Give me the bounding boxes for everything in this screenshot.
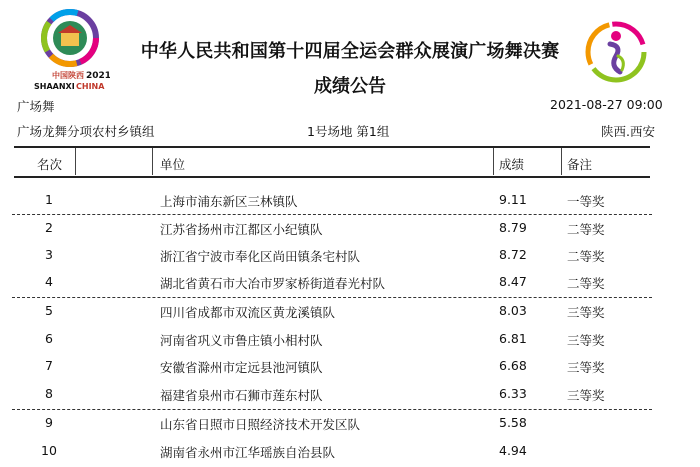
column-divider bbox=[493, 148, 494, 175]
table-row bbox=[0, 242, 700, 268]
page-subtitle: 成绩公告 bbox=[314, 76, 386, 97]
svg-text:CHINA: CHINA bbox=[76, 82, 105, 91]
unit-cell: 上海市浦东新区三林镇队 bbox=[160, 194, 298, 209]
group-label: 广场龙舞分项农村乡镇组 bbox=[17, 124, 155, 139]
venue-label: 1号场地 第1组 bbox=[307, 124, 390, 139]
rank-cell: 1 bbox=[45, 192, 53, 207]
header-rank: 名次 bbox=[37, 157, 63, 172]
header-bottom-rule bbox=[14, 176, 650, 178]
unit-cell: 湖南省永州市江华瑶族自治县队 bbox=[160, 445, 336, 460]
category-label: 广场舞 bbox=[17, 99, 55, 114]
header-note: 备注 bbox=[567, 157, 593, 172]
svg-text:中国陕西: 中国陕西 bbox=[52, 71, 84, 80]
table-row bbox=[0, 410, 700, 436]
score-cell: 8.79 bbox=[499, 220, 527, 235]
table-row bbox=[0, 187, 700, 213]
page-title: 中华人民共和国第十四届全运会群众展演广场舞决赛 bbox=[140, 41, 560, 62]
award-cell: 二等奖 bbox=[567, 249, 605, 264]
table-top-rule bbox=[14, 146, 650, 148]
unit-cell: 湖北省黄石市大冶市罗家桥街道春光村队 bbox=[160, 276, 386, 291]
award-cell: 二等奖 bbox=[567, 276, 605, 291]
location-label: 陕西.西安 bbox=[601, 124, 655, 139]
header-unit: 单位 bbox=[160, 157, 186, 172]
table-row bbox=[0, 381, 700, 407]
award-cell: 三等奖 bbox=[567, 305, 605, 320]
unit-cell: 山东省日照市日照经济技术开发区队 bbox=[160, 417, 361, 432]
score-cell: 6.68 bbox=[499, 358, 527, 373]
table-row bbox=[0, 215, 700, 241]
unit-cell: 河南省巩义市鲁庄镇小相村队 bbox=[160, 333, 323, 348]
column-divider bbox=[75, 148, 76, 175]
score-cell: 8.03 bbox=[499, 303, 527, 318]
table-row bbox=[0, 298, 700, 324]
score-cell: 5.58 bbox=[499, 415, 527, 430]
unit-cell: 浙江省宁波市奉化区尚田镇条宅村队 bbox=[160, 249, 361, 264]
table-row bbox=[0, 438, 700, 464]
unit-cell: 安徽省滁州市定远县池河镇队 bbox=[160, 360, 323, 375]
table-row bbox=[0, 326, 700, 352]
unit-cell: 四川省成都市双流区黄龙溪镇队 bbox=[160, 305, 336, 320]
score-cell: 6.81 bbox=[499, 331, 527, 346]
column-divider bbox=[152, 148, 153, 175]
award-cell: 二等奖 bbox=[567, 222, 605, 237]
svg-text:2021: 2021 bbox=[86, 71, 110, 81]
score-cell: 8.47 bbox=[499, 274, 527, 289]
rank-cell: 5 bbox=[45, 303, 53, 318]
column-divider bbox=[561, 148, 562, 175]
score-cell: 8.72 bbox=[499, 247, 527, 262]
rank-cell: 6 bbox=[45, 331, 53, 346]
svg-text:SHAANXI: SHAANXI bbox=[34, 82, 75, 91]
datetime-label: 2021-08-27 09:00 bbox=[550, 97, 663, 112]
score-cell: 4.94 bbox=[499, 443, 527, 458]
rank-cell: 3 bbox=[45, 247, 53, 262]
award-cell: 一等奖 bbox=[567, 194, 605, 209]
header-score: 成绩 bbox=[499, 157, 525, 172]
unit-cell: 福建省泉州市石狮市莲东村队 bbox=[160, 388, 323, 403]
rank-cell: 4 bbox=[45, 274, 53, 289]
score-cell: 6.33 bbox=[499, 386, 527, 401]
rank-cell: 10 bbox=[41, 443, 57, 458]
table-row bbox=[0, 353, 700, 379]
rank-cell: 2 bbox=[45, 220, 53, 235]
award-cell: 三等奖 bbox=[567, 388, 605, 403]
table-row bbox=[0, 269, 700, 295]
rank-cell: 8 bbox=[45, 386, 53, 401]
unit-cell: 江苏省扬州市江都区小纪镇队 bbox=[160, 222, 323, 237]
rank-cell: 7 bbox=[45, 358, 53, 373]
award-cell: 三等奖 bbox=[567, 360, 605, 375]
score-cell: 9.11 bbox=[499, 192, 527, 207]
award-cell: 三等奖 bbox=[567, 333, 605, 348]
rank-cell: 9 bbox=[45, 415, 53, 430]
